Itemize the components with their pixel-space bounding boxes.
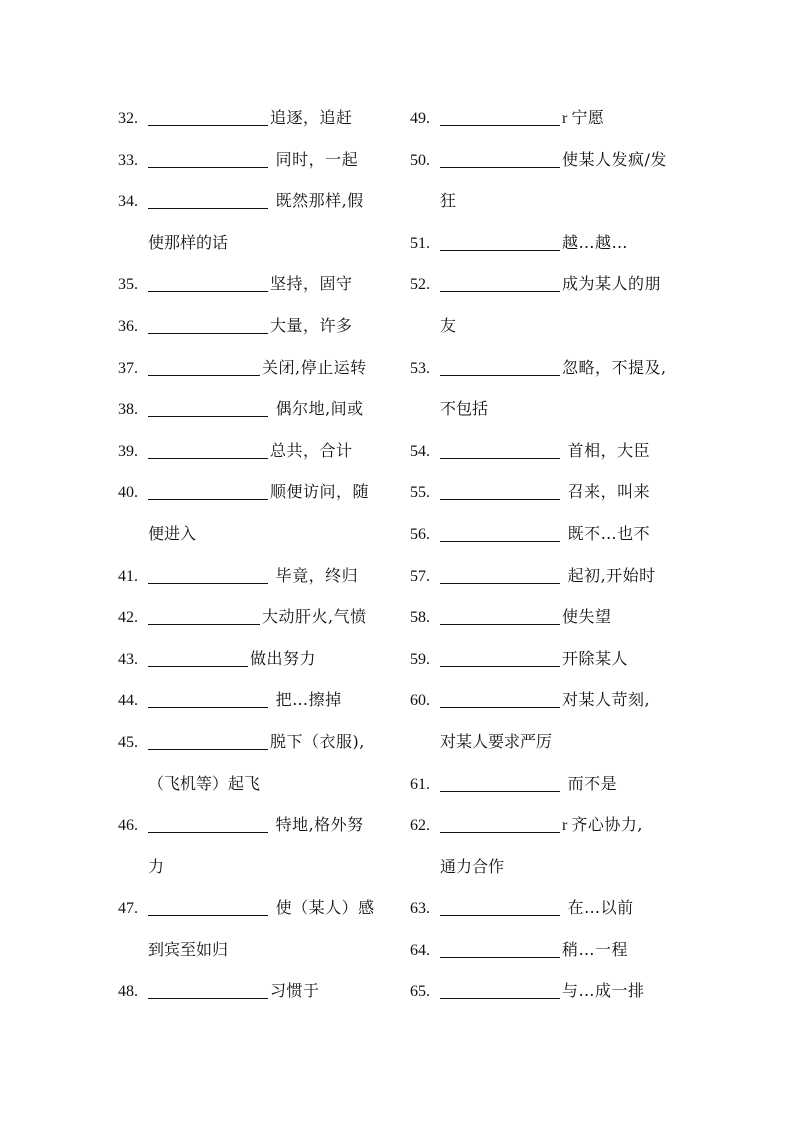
chinese-meaning: 对某人苛刻, xyxy=(562,690,651,710)
answer-blank[interactable] xyxy=(440,436,560,459)
vocab-item xyxy=(410,471,700,513)
answer-blank[interactable] xyxy=(148,145,268,168)
vocab-item xyxy=(118,305,398,347)
item-number: 54. xyxy=(410,442,430,460)
vocab-item xyxy=(118,970,398,1012)
vocab-item xyxy=(410,139,700,181)
answer-blank[interactable] xyxy=(148,561,268,584)
chinese-meaning: 首相，大臣 xyxy=(562,440,651,460)
vocab-item xyxy=(118,139,398,181)
answer-blank[interactable] xyxy=(440,519,560,542)
chinese-meaning: 使某人发疯/发 xyxy=(562,149,667,169)
answer-blank[interactable] xyxy=(148,353,260,376)
chinese-meaning: 与…成一排 xyxy=(562,981,645,1001)
answer-blank[interactable] xyxy=(440,228,560,251)
answer-blank[interactable] xyxy=(148,602,260,625)
item-number: 50. xyxy=(410,151,430,169)
chinese-meaning: 大量，许多 xyxy=(270,315,353,335)
answer-hint-letter: r xyxy=(562,110,568,127)
chinese-meaning: 成为某人的朋 xyxy=(562,274,662,294)
vocab-item xyxy=(410,263,700,305)
item-number: 42. xyxy=(118,609,138,627)
answer-blank[interactable] xyxy=(440,935,560,958)
vocab-item xyxy=(410,970,700,1012)
chinese-meaning: 大动肝火,气愤 xyxy=(262,607,367,627)
chinese-meaning: 关闭,停止运转 xyxy=(262,357,367,377)
item-number: 55. xyxy=(410,484,430,502)
item-number: 53. xyxy=(410,359,430,377)
answer-blank[interactable] xyxy=(440,602,560,625)
answer-blank[interactable] xyxy=(148,394,268,417)
chinese-meaning-continued: 友 xyxy=(440,315,457,335)
vocab-item xyxy=(410,97,700,139)
item-number: 38. xyxy=(118,401,138,419)
answer-blank[interactable] xyxy=(440,893,560,916)
vocab-item xyxy=(410,347,700,389)
item-number: 48. xyxy=(118,983,138,1001)
item-number: 56. xyxy=(410,525,430,543)
chinese-meaning-continued: 力 xyxy=(148,856,165,876)
answer-blank[interactable] xyxy=(440,561,560,584)
chinese-meaning: 既然那样,假 xyxy=(270,191,364,211)
answer-hint-letter: r xyxy=(562,817,568,835)
item-number: 34. xyxy=(118,193,138,211)
vocab-item xyxy=(118,97,398,139)
chinese-meaning: 追逐，追赶 xyxy=(270,108,353,127)
item-number: 64. xyxy=(410,941,430,959)
answer-blank[interactable] xyxy=(148,477,268,500)
item-number: 40. xyxy=(118,484,138,502)
answer-blank[interactable] xyxy=(148,311,268,334)
chinese-meaning-continued: 狂 xyxy=(440,191,457,211)
chinese-meaning: 把…擦掉 xyxy=(270,690,342,710)
chinese-meaning-continued: 便进入 xyxy=(148,523,197,543)
item-number: 36. xyxy=(118,317,138,335)
answer-blank[interactable] xyxy=(440,269,560,292)
chinese-meaning: 既不…也不 xyxy=(562,523,651,543)
vocab-item xyxy=(118,471,398,513)
chinese-meaning-continued: 使那样的话 xyxy=(148,232,229,252)
chinese-meaning-continued: 不包括 xyxy=(440,399,489,419)
item-number: 37. xyxy=(118,359,138,377)
chinese-meaning: 而不是 xyxy=(562,773,618,793)
vocab-item xyxy=(410,638,700,680)
vocab-item xyxy=(118,804,398,846)
chinese-meaning: 忽略，不提及, xyxy=(562,357,667,377)
chinese-meaning: 偶尔地,间或 xyxy=(270,399,364,419)
answer-blank[interactable] xyxy=(440,477,560,500)
item-number: 46. xyxy=(118,817,138,835)
item-number: 65. xyxy=(410,983,430,1001)
right-column xyxy=(410,97,700,1012)
item-number: 41. xyxy=(118,567,138,585)
chinese-meaning: 越…越… xyxy=(562,232,629,252)
vocab-item xyxy=(118,180,398,222)
chinese-meaning: 稍…一程 xyxy=(562,939,629,959)
vocab-item xyxy=(118,430,398,472)
chinese-meaning: 宁愿 xyxy=(571,108,605,127)
chinese-meaning: 召来，叫来 xyxy=(562,482,651,502)
answer-blank[interactable] xyxy=(148,810,268,833)
item-number: 47. xyxy=(118,900,138,918)
vocab-item xyxy=(410,763,700,805)
chinese-meaning: 坚持，固守 xyxy=(270,274,353,294)
answer-blank[interactable] xyxy=(440,810,560,833)
chinese-meaning: 习惯于 xyxy=(270,981,320,1001)
vocab-item xyxy=(118,887,398,929)
vocab-item xyxy=(410,430,700,472)
chinese-meaning-continued: 通力合作 xyxy=(440,856,505,876)
item-number: 62. xyxy=(410,817,430,835)
chinese-meaning: 毕竟，终归 xyxy=(270,565,359,585)
chinese-meaning-continued: 到宾至如归 xyxy=(148,939,229,959)
chinese-meaning: 总共，合计 xyxy=(270,440,353,460)
answer-blank[interactable] xyxy=(148,436,268,459)
left-column xyxy=(118,97,398,1012)
answer-blank[interactable] xyxy=(440,353,560,376)
vocab-item xyxy=(410,804,700,846)
chinese-meaning: 使（某人）感 xyxy=(270,898,375,918)
vocab-item xyxy=(118,555,398,597)
answer-blank[interactable] xyxy=(440,145,560,168)
vocab-item xyxy=(118,679,398,721)
vocab-item xyxy=(118,347,398,389)
chinese-meaning: 在…以前 xyxy=(562,898,634,918)
answer-blank[interactable] xyxy=(440,976,560,999)
vocab-item xyxy=(410,679,700,721)
item-number: 58. xyxy=(410,609,430,627)
answer-blank[interactable] xyxy=(440,644,560,667)
item-number: 32. xyxy=(118,110,138,127)
item-number: 63. xyxy=(410,900,430,918)
chinese-meaning: 脱下（衣服), xyxy=(270,731,365,751)
answer-blank[interactable] xyxy=(148,685,268,708)
answer-blank[interactable] xyxy=(148,644,248,667)
vocab-item xyxy=(410,596,700,638)
item-number: 33. xyxy=(118,151,138,169)
vocab-item xyxy=(410,887,700,929)
answer-blank[interactable] xyxy=(148,727,268,750)
answer-blank[interactable] xyxy=(440,685,560,708)
answer-blank[interactable] xyxy=(148,269,268,292)
item-number: 52. xyxy=(410,276,430,294)
item-number: 60. xyxy=(410,692,430,710)
vocab-item xyxy=(410,222,700,264)
answer-blank[interactable] xyxy=(148,893,268,916)
chinese-meaning: 特地,格外努 xyxy=(270,815,364,835)
item-number: 57. xyxy=(410,567,430,585)
vocab-item xyxy=(118,388,398,430)
answer-blank[interactable] xyxy=(148,976,268,999)
item-number: 44. xyxy=(118,692,138,710)
vocab-item xyxy=(410,513,700,555)
item-number: 51. xyxy=(410,234,430,252)
chinese-meaning: 同时，一起 xyxy=(270,149,359,169)
vocab-item xyxy=(410,555,700,597)
answer-blank[interactable] xyxy=(148,103,268,126)
chinese-meaning: 做出努力 xyxy=(250,648,317,668)
chinese-meaning: 顺便访问，随 xyxy=(270,482,370,502)
answer-blank[interactable] xyxy=(440,769,560,792)
item-number: 39. xyxy=(118,442,138,460)
chinese-meaning-continued: （飞机等）起飞 xyxy=(148,773,261,793)
item-number: 35. xyxy=(118,276,138,294)
vocab-item xyxy=(118,263,398,305)
chinese-meaning-continued: 对某人要求严厉 xyxy=(440,731,553,751)
chinese-meaning: 使失望 xyxy=(562,607,612,627)
answer-blank[interactable] xyxy=(148,186,268,209)
vocab-item xyxy=(118,721,398,763)
chinese-meaning: 齐心协力, xyxy=(571,815,643,835)
vocab-item xyxy=(118,638,398,680)
item-number: 43. xyxy=(118,650,138,668)
vocab-item xyxy=(410,929,700,971)
item-number: 49. xyxy=(410,110,430,127)
chinese-meaning: 开除某人 xyxy=(562,648,629,668)
vocab-item xyxy=(118,596,398,638)
item-number: 61. xyxy=(410,775,430,793)
item-number: 45. xyxy=(118,733,138,751)
chinese-meaning: 起初,开始时 xyxy=(562,565,656,585)
answer-blank[interactable] xyxy=(440,103,560,126)
item-number: 59. xyxy=(410,650,430,668)
